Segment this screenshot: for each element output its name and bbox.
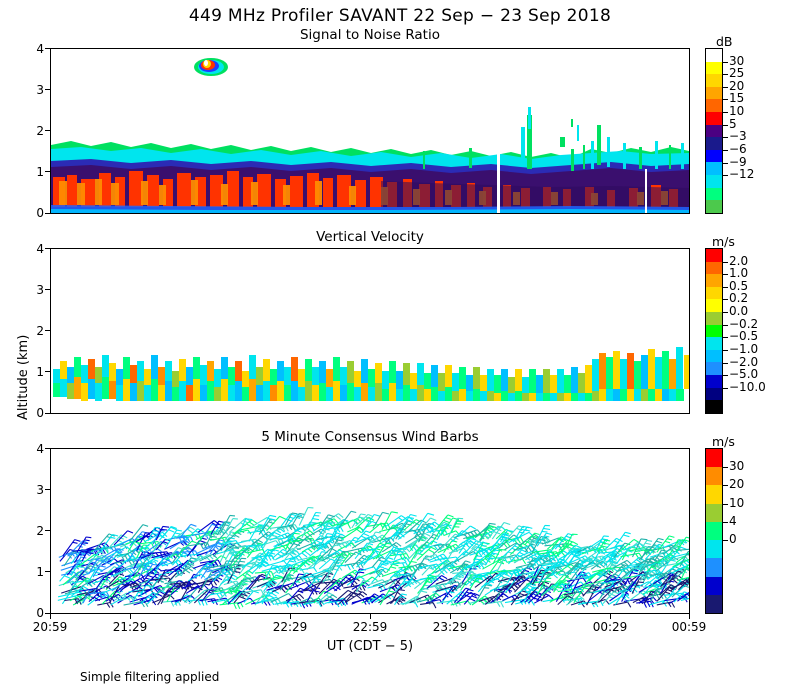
x-axis-label: UT (CDT − 5): [326, 639, 414, 654]
tick-vv-4: [45, 248, 50, 249]
colorbar-tickmark: [723, 99, 728, 100]
y-tick-vv-0: 0: [36, 406, 44, 420]
colorbar-tick-label: −12: [729, 167, 755, 182]
colorbar-tickmark: [723, 175, 728, 176]
panel-title-snr: Signal to Noise Ratio: [299, 27, 440, 43]
x-tickmark-8: [689, 614, 690, 619]
colorbar-swatch: [706, 62, 722, 75]
y-tick-barbs-2: 2: [36, 524, 44, 538]
x-tick-label-1: 21:29: [112, 620, 148, 634]
tick-barbs-4: [45, 448, 50, 449]
y-axis-label: Altitude (km): [16, 334, 31, 420]
colorbar-swatch: [706, 312, 722, 325]
colorbar-tickmark: [723, 163, 728, 164]
colorbar-swatch: [706, 249, 722, 262]
colorbar-tickmark: [723, 274, 728, 275]
tick-snr-0: [45, 213, 50, 214]
y-tick-vv-1: 1: [36, 365, 44, 379]
colorbar-swatch: [706, 137, 722, 150]
colorbar-swatch: [706, 325, 722, 338]
colorbar-tickmark: [723, 137, 728, 138]
colorbar-tickmark: [723, 125, 728, 126]
tick-snr-3: [45, 89, 50, 90]
plot-wind-barbs: [50, 448, 690, 614]
colorbar-swatch: [706, 540, 722, 558]
colorbar-tickmark: [723, 87, 728, 88]
tick-barbs-2: [45, 530, 50, 531]
tick-snr-2: [45, 130, 50, 131]
colorbar-swatch: [706, 87, 722, 100]
y-tick-barbs-0: 0: [36, 606, 44, 620]
colorbar-swatch: [706, 467, 722, 485]
x-tick-label-6: 23:59: [512, 620, 548, 634]
colorbar-tick-label: 2.0: [729, 253, 749, 268]
colorbar-tick-label: 5: [729, 116, 737, 131]
colorbar-tick-label: −1.0: [729, 341, 759, 356]
colorbar-tick-label: 20: [729, 78, 745, 93]
colorbar-tickmark: [723, 504, 728, 505]
colorbar-tick-label: −3: [729, 129, 747, 144]
y-tick-snr-1: 1: [36, 165, 44, 179]
colorbar-swatch: [706, 400, 722, 413]
colorbar-swatch: [706, 558, 722, 576]
colorbar-tick-label: −9: [729, 154, 747, 169]
colorbar-tick-label: −2.0: [729, 354, 759, 369]
x-tickmark-0: [50, 614, 51, 619]
tick-vv-0: [45, 413, 50, 414]
colorbar-unit-snr: dB: [716, 34, 733, 49]
colorbar-swatch: [706, 162, 722, 175]
colorbar-tick-label: 15: [729, 91, 745, 106]
colorbar-swatch: [706, 112, 722, 125]
page-title: 449 MHz Profiler SAVANT 22 Sep − 23 Sep 2018: [188, 6, 612, 26]
colorbar-tickmark: [723, 312, 728, 313]
colorbar-swatch: [706, 388, 722, 401]
colorbar-tick-label: 0: [729, 532, 737, 547]
plot-snr: [50, 48, 690, 214]
colorbar-swatch: [706, 74, 722, 87]
colorbar-tickmark: [723, 150, 728, 151]
colorbar-tickmark: [723, 540, 728, 541]
tick-barbs-3: [45, 489, 50, 490]
snr-heatmap: [51, 49, 689, 213]
tick-snr-4: [45, 48, 50, 49]
colorbar-tick-label: −5.0: [729, 367, 759, 382]
colorbar-tickmark: [723, 485, 728, 486]
colorbar-tick-label: −6: [729, 141, 747, 156]
colorbar-wind-speed: [705, 448, 723, 614]
plot-vertical-velocity: [50, 248, 690, 414]
y-tick-vv-2: 2: [36, 324, 44, 338]
colorbar-swatch: [706, 449, 722, 467]
colorbar-tickmark: [723, 62, 728, 63]
y-tick-snr-2: 2: [36, 124, 44, 138]
colorbar-tick-label: 10: [729, 104, 745, 119]
tick-vv-1: [45, 371, 50, 372]
y-tick-snr-3: 3: [36, 83, 44, 97]
colorbar-swatch: [706, 337, 722, 350]
colorbar-swatch: [706, 577, 722, 595]
colorbar-tickmark: [723, 363, 728, 364]
colorbar-tickmark: [723, 74, 728, 75]
colorbar-tickmark: [723, 467, 728, 468]
vv-heatmap: [51, 249, 689, 413]
x-tick-label-2: 21:59: [192, 620, 228, 634]
y-tick-vv-3: 3: [36, 283, 44, 297]
wind-barb-field: [51, 449, 689, 613]
colorbar-snr: [705, 48, 723, 214]
colorbar-swatch: [706, 287, 722, 300]
colorbar-tick-label: 1.0: [729, 266, 749, 281]
x-tickmark-2: [210, 614, 211, 619]
y-tick-snr-4: 4: [36, 42, 44, 56]
colorbar-swatch: [706, 299, 722, 312]
panel-title-vv: Vertical Velocity: [316, 229, 424, 245]
x-tickmark-3: [290, 614, 291, 619]
tick-barbs-1: [45, 571, 50, 572]
colorbar-swatch: [706, 485, 722, 503]
colorbar-swatch: [706, 99, 722, 112]
x-tick-label-5: 23:29: [432, 620, 468, 634]
colorbar-swatch: [706, 175, 722, 188]
colorbar-swatch: [706, 504, 722, 522]
footnote: Simple filtering applied: [80, 670, 220, 684]
colorbar-tick-label: 20: [729, 477, 745, 492]
colorbar-tickmark: [723, 388, 728, 389]
colorbar-tick-label: 0.0: [729, 304, 749, 319]
colorbar-unit-vv: m/s: [712, 234, 735, 249]
colorbar-tick-label: 0.2: [729, 291, 749, 306]
colorbar-tickmark: [723, 522, 728, 523]
tick-vv-2: [45, 330, 50, 331]
colorbar-vertical-velocity: [705, 248, 723, 414]
colorbar-swatch: [706, 274, 722, 287]
colorbar-swatch: [706, 262, 722, 275]
x-tickmark-4: [370, 614, 371, 619]
colorbar-tick-label: 10: [729, 495, 745, 510]
tick-snr-1: [45, 171, 50, 172]
colorbar-swatch: [706, 49, 722, 62]
colorbar-tickmark: [723, 262, 728, 263]
x-tick-label-3: 22:29: [272, 620, 308, 634]
x-tickmark-7: [610, 614, 611, 619]
panel-title-barbs: 5 Minute Consensus Wind Barbs: [261, 429, 479, 445]
colorbar-swatch: [706, 150, 722, 163]
colorbar-swatch: [706, 125, 722, 138]
colorbar-tickmark: [723, 337, 728, 338]
colorbar-tickmark: [723, 375, 728, 376]
y-tick-barbs-4: 4: [36, 442, 44, 456]
x-tickmark-6: [530, 614, 531, 619]
colorbar-swatch: [706, 375, 722, 388]
colorbar-swatch: [706, 595, 722, 613]
colorbar-tick-label: 25: [729, 66, 745, 81]
y-tick-barbs-1: 1: [36, 565, 44, 579]
y-tick-barbs-3: 3: [36, 483, 44, 497]
colorbar-tick-label: 30: [729, 53, 745, 68]
colorbar-tick-label: 30: [729, 459, 745, 474]
x-tickmark-1: [130, 614, 131, 619]
x-tick-label-8: 00:59: [671, 620, 707, 634]
colorbar-swatch: [706, 200, 722, 213]
colorbar-tickmark: [723, 325, 728, 326]
colorbar-swatch: [706, 350, 722, 363]
colorbar-tick-label: −0.5: [729, 329, 759, 344]
colorbar-tick-label: 4: [729, 513, 737, 528]
colorbar-unit-barbs: m/s: [712, 434, 735, 449]
x-tick-label-7: 00:29: [592, 620, 628, 634]
colorbar-swatch: [706, 362, 722, 375]
colorbar-tick-label: −10.0: [729, 379, 766, 394]
colorbar-swatch: [706, 522, 722, 540]
colorbar-tick-label: 0.5: [729, 278, 749, 293]
x-tick-label-4: 22:59: [352, 620, 388, 634]
colorbar-tick-label: −0.2: [729, 316, 759, 331]
tick-vv-3: [45, 289, 50, 290]
colorbar-swatch: [706, 188, 722, 201]
y-tick-vv-4: 4: [36, 242, 44, 256]
x-tick-label-0: 20:59: [32, 620, 68, 634]
colorbar-tickmark: [723, 350, 728, 351]
colorbar-tickmark: [723, 287, 728, 288]
x-tickmark-5: [450, 614, 451, 619]
colorbar-tickmark: [723, 112, 728, 113]
colorbar-tickmark: [723, 299, 728, 300]
y-tick-snr-0: 0: [36, 206, 44, 220]
